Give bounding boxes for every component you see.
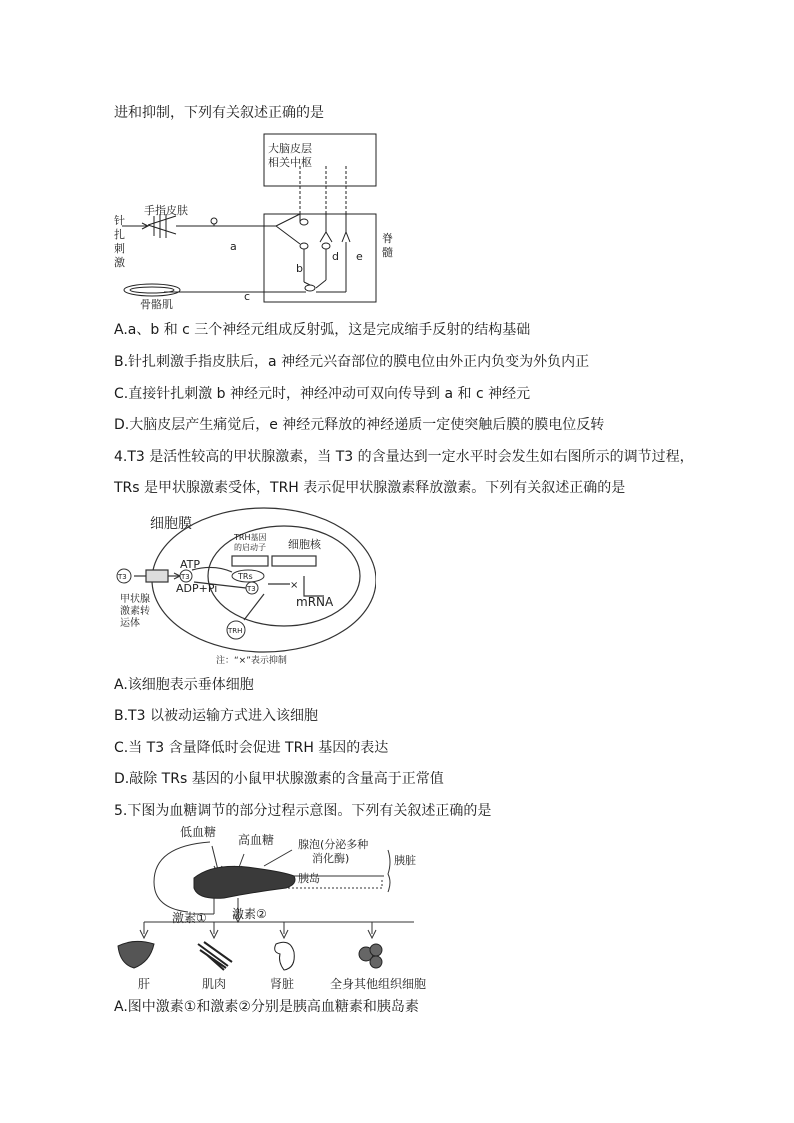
- high-sugar-label: 高血糖: [238, 833, 275, 847]
- q3-option-c: C.直接针扎刺激 b 神经元时，神经冲动可双向传导到 a 和 c 神经元: [114, 386, 531, 402]
- cortex-label-2: 相关中枢: [268, 156, 312, 169]
- membrane-label: 细胞膜: [150, 516, 192, 532]
- inhibit-cross: ×: [290, 580, 299, 591]
- acinus-label-2: 消化酶): [312, 852, 350, 865]
- t3-outside-label: T3: [118, 573, 127, 581]
- pancreas-label: 胰脏: [394, 854, 416, 867]
- mrna-label: mRNA: [296, 595, 334, 609]
- label-e: e: [356, 250, 363, 263]
- label-c: c: [244, 290, 251, 303]
- transporter-line-3: 运体: [120, 618, 140, 629]
- trh-label: TRH: [228, 627, 243, 635]
- hormone-2-label: 激素②: [232, 907, 267, 921]
- acinus-label-1: 腺泡(分泌多种: [298, 838, 369, 851]
- transporter-line-2: 激素转: [120, 606, 150, 617]
- q3-option-b: B.针扎刺激手指皮肤后，a 神经元兴奋部位的膜电位由外正内负变为外负内正: [114, 354, 590, 370]
- q4-option-b: B.T3 以被动运输方式进入该细胞: [114, 708, 318, 724]
- low-sugar-label: 低血糖: [180, 825, 217, 839]
- atp-label: ATP: [180, 558, 201, 571]
- nucleus-label: 细胞核: [288, 538, 321, 551]
- stimulus-char-4: 激: [114, 256, 125, 269]
- intro-line: 进和抑制，下列有关叙述正确的是: [114, 105, 324, 121]
- islet-label: 胰岛: [298, 872, 320, 885]
- target-liver: 肝: [138, 977, 151, 991]
- target-muscle: 肌肉: [202, 977, 227, 991]
- figure-note: 注：“×”表示抑制: [216, 656, 287, 666]
- label-b: b: [296, 262, 303, 275]
- q4-stem-line-2: TRs 是甲状腺激素受体，TRH 表示促甲状腺激素释放激素。下列有关叙述正确的是: [114, 480, 626, 496]
- skin-label: 手指皮肤: [144, 204, 188, 217]
- label-d: d: [332, 250, 339, 263]
- reflex-arc-figure: [114, 132, 404, 310]
- t3-cell-figure: [114, 506, 376, 668]
- stimulus-char-2: 扎: [114, 228, 125, 241]
- q4-option-a: A.该细胞表示垂体细胞: [114, 677, 254, 693]
- blood-sugar-figure: [114, 822, 436, 994]
- q5-stem: 5.下图为血糖调节的部分过程示意图。下列有关叙述正确的是: [114, 803, 492, 819]
- stimulus-char-1: 针: [114, 214, 125, 227]
- target-kidney: 肾脏: [270, 977, 295, 991]
- trs-label: TRs: [238, 572, 253, 581]
- cortex-label-1: 大脑皮层: [268, 142, 312, 155]
- q3-option-a: A.a、b 和 c 三个神经元组成反射弧，这是完成缩手反射的结构基础: [114, 322, 531, 338]
- stimulus-char-3: 刺: [114, 242, 125, 255]
- spinal-char-2: 髓: [382, 246, 393, 259]
- muscle-label: 骨骼肌: [140, 298, 173, 310]
- q4-option-c: C.当 T3 含量降低时会促进 TRH 基因的表达: [114, 740, 389, 756]
- transporter-line-1: 甲状腺: [120, 594, 150, 605]
- adp-label: ADP+Pi: [176, 582, 218, 595]
- target-other-cells: 全身其他组织细胞: [330, 977, 427, 991]
- t3-membrane-label: T3: [181, 573, 190, 581]
- promoter-label-1: TRH基因: [234, 533, 267, 542]
- hormone-1-label: 激素①: [172, 911, 207, 925]
- q4-stem-line-1: 4.T3 是活性较高的甲状腺激素，当 T3 的含量达到一定水平时会发生如右图所示的调节过程，: [114, 449, 694, 465]
- promoter-label-2: 的启动子: [234, 543, 266, 552]
- q5-option-a: A.图中激素①和激素②分别是胰高血糖素和胰岛素: [114, 999, 419, 1015]
- t3-bound-label: T3: [247, 585, 256, 593]
- q4-option-d: D.敲除 TRs 基因的小鼠甲状腺激素的含量高于正常值: [114, 771, 444, 787]
- q3-option-d: D.大脑皮层产生痛觉后，e 神经元释放的神经递质一定使突触后膜的膜电位反转: [114, 417, 605, 433]
- label-a: a: [230, 240, 237, 253]
- spinal-char-1: 脊: [382, 232, 393, 245]
